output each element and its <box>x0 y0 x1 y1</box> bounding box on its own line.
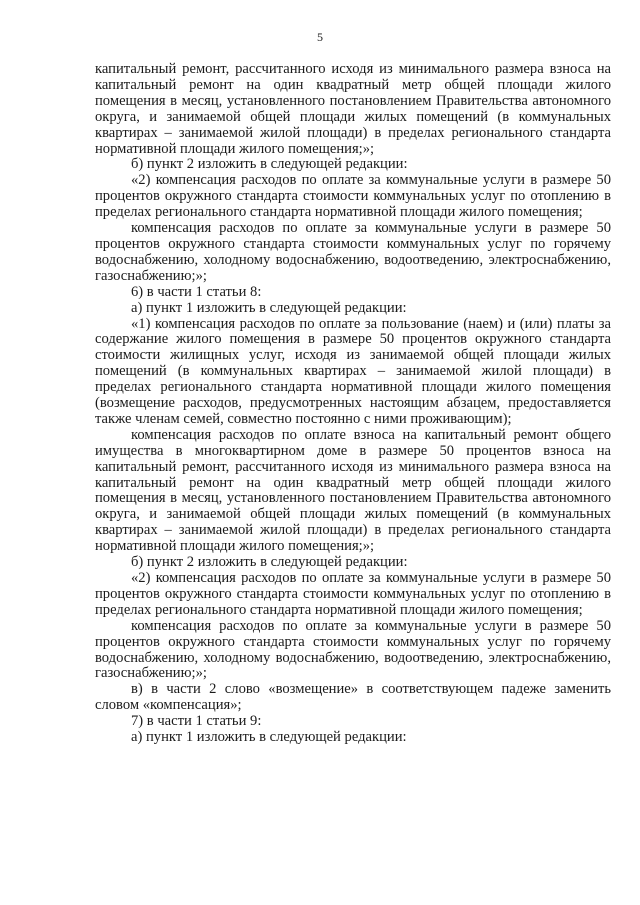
paragraph: б) пункт 2 изложить в следующей редакции: <box>131 554 408 571</box>
page-number: 5 <box>317 30 323 44</box>
paragraph: «2) компенсация расходов по оплате за коммунальные услуги в размере 50 процентов окружного стандарта стоимости коммунальных услуг по отоплению в пределах регионального стандарта нормативной площади жилого помещения; <box>95 570 611 618</box>
paragraph: 7) в части 1 статьи 9: <box>131 713 262 730</box>
paragraph: 6) в части 1 статьи 8: <box>131 283 262 300</box>
paragraph: а) пункт 1 изложить в следующей редакции: <box>131 299 407 316</box>
paragraph: «2) компенсация расходов по оплате за коммунальные услуги в размере 50 процентов окружного стандарта стоимости коммунальных услуг по отоплению в пределах регионального стандарта нормативной площади жилого помещения; <box>95 172 611 221</box>
document-body <box>95 62 611 746</box>
paragraph: капитальный ремонт, рассчитанного исходя из минимального размера взноса на капитальный ремонт на один квадратный метр общей площади жилого помещения в месяц, установленного постановлением Правительства автономного округа, и занимаемой общей площади жилых помещений (в коммунальных квартирах – занимаемой жилой площади) в пределах регионального стандарта нормативной площади жилого помещения;»; <box>95 61 611 157</box>
paragraph: б) пункт 2 изложить в следующей редакции: <box>131 156 408 173</box>
paragraph: «1) компенсация расходов по оплате за пользование (наем) и (или) платы за содержание жилого помещения в размере 50 процентов окружного стандарта стоимости жилищных услуг, исходя из занимаемой общей площади жилых помещений (в коммунальных квартирах – занимаемой жилой площади) в пределах регионального стандарта нормативной площади жилого помещения (возмещение расходов, предусмотренных настоящим абзацем, предоставляется также членам семей, совместно постоянно с ними проживающим); <box>95 315 611 427</box>
paragraph: компенсация расходов по оплате взноса на капитальный ремонт общего имущества в многоквартирном доме в размере 50 процентов взноса на капитальный ремонт, рассчитанного исходя из минимального размера взноса на капитальный ремонт на один квадратный метр общей площади жилого помещения в месяц, установленного постановлением Правительства автономного округа, и занимаемой общей площади жилых помещений (в коммунальных квартирах – занимаемой жилой площади) в пределах регионального стандарта нормативной площади жилого помещения;»; <box>95 426 611 555</box>
paragraph: в) в части 2 слово «возмещение» в соответствующем падеже заменить словом «компенсация»; <box>95 681 611 714</box>
paragraph: а) пункт 1 изложить в следующей редакции: <box>131 729 407 746</box>
paragraph: компенсация расходов по оплате за коммунальные услуги в размере 50 процентов окружного стандарта стоимости коммунальных услуг по горячему водоснабжению, холодному водоснабжению, водоотведению, электроснабжению, газоснабжению;»; <box>95 617 611 682</box>
paragraph: компенсация расходов по оплате за коммунальные услуги в размере 50 процентов окружного стандарта стоимости коммунальных услуг по горячему водоснабжению, холодному водоснабжению, водоотведению, электроснабжению, газоснабжению;»; <box>95 220 611 284</box>
